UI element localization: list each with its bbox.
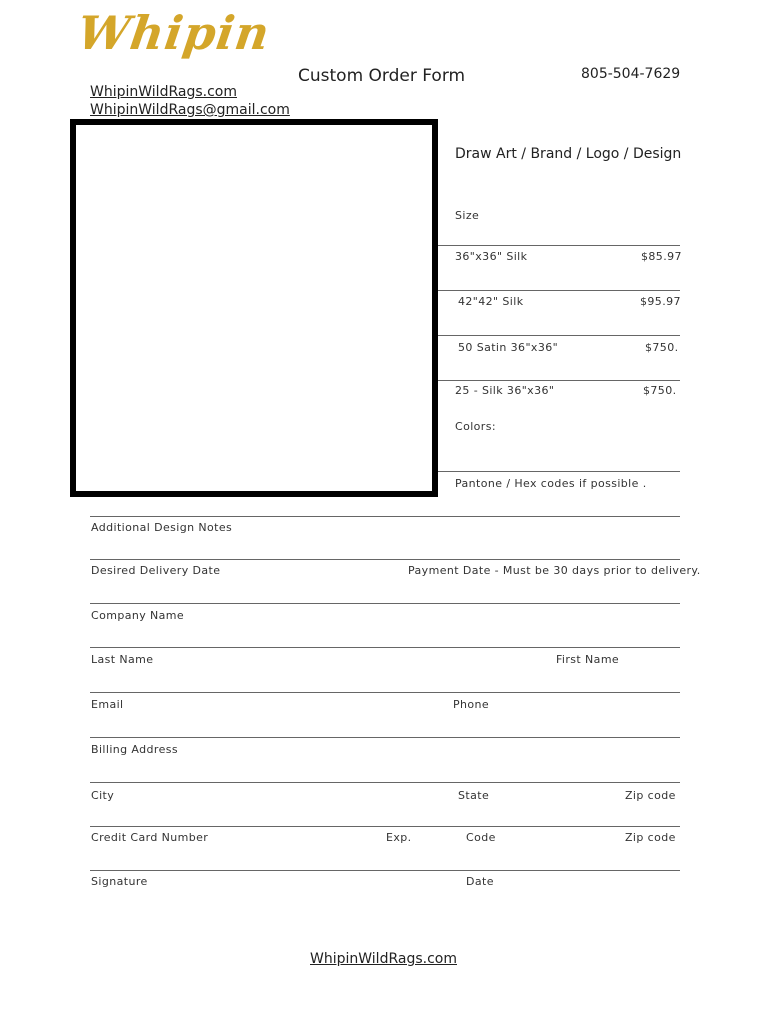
billing-field-line[interactable] bbox=[90, 737, 680, 738]
size-option-name[interactable]: 25 - Silk 36"x36" bbox=[455, 384, 555, 397]
credit-card-label: Credit Card Number bbox=[91, 831, 209, 844]
billing-address-label: Billing Address bbox=[91, 743, 179, 756]
name-field-line[interactable] bbox=[90, 647, 680, 648]
email-link[interactable]: WhipinWildRags@gmail.com bbox=[90, 102, 290, 118]
art-heading: Draw Art / Brand / Logo / Design bbox=[455, 146, 682, 162]
divider bbox=[438, 335, 680, 336]
size-option-name[interactable]: 50 Satin 36"x36" bbox=[458, 341, 559, 354]
size-label: Size bbox=[455, 209, 480, 222]
first-name-label: First Name bbox=[556, 653, 620, 666]
zip-code-label: Zip code bbox=[625, 789, 676, 802]
code-label: Code bbox=[466, 831, 496, 844]
size-option-price: $750. bbox=[645, 341, 679, 354]
brand-logo: Whipin bbox=[74, 6, 274, 60]
payment-date-label: Payment Date - Must be 30 days prior to delivery. bbox=[408, 564, 701, 577]
contact-field-line[interactable] bbox=[90, 692, 680, 693]
delivery-field-line[interactable] bbox=[90, 559, 680, 560]
size-option-name[interactable]: 36"x36" Silk bbox=[455, 250, 528, 263]
size-option-price: $95.97 bbox=[640, 295, 681, 308]
phone-label: Phone bbox=[453, 698, 490, 711]
art-drawing-area[interactable] bbox=[70, 119, 438, 497]
colors-field-line[interactable] bbox=[438, 471, 680, 472]
card-zip-code-label: Zip code bbox=[625, 831, 676, 844]
website-link[interactable]: WhipinWildRags.com bbox=[90, 84, 237, 100]
colors-label: Colors: bbox=[455, 420, 496, 433]
signature-field-line[interactable] bbox=[90, 870, 680, 871]
size-option-price: $750. bbox=[643, 384, 677, 397]
desired-delivery-label: Desired Delivery Date bbox=[91, 564, 221, 577]
city-field-line[interactable] bbox=[90, 782, 680, 783]
last-name-label: Last Name bbox=[91, 653, 154, 666]
divider bbox=[438, 245, 680, 246]
footer-website-link[interactable]: WhipinWildRags.com bbox=[310, 951, 457, 967]
date-label: Date bbox=[466, 875, 494, 888]
email-label: Email bbox=[91, 698, 124, 711]
divider bbox=[438, 380, 680, 381]
additional-notes-label: Additional Design Notes bbox=[91, 521, 233, 534]
exp-label: Exp. bbox=[386, 831, 412, 844]
pantone-label: Pantone / Hex codes if possible . bbox=[455, 477, 647, 490]
card-field-line[interactable] bbox=[90, 826, 680, 827]
form-title: Custom Order Form bbox=[298, 66, 466, 86]
phone-number: 805-504-7629 bbox=[581, 66, 681, 82]
notes-field-line[interactable] bbox=[90, 516, 680, 517]
divider bbox=[438, 290, 680, 291]
size-option-name[interactable]: 42"42" Silk bbox=[458, 295, 524, 308]
company-field-line[interactable] bbox=[90, 603, 680, 604]
signature-label: Signature bbox=[91, 875, 148, 888]
company-name-label: Company Name bbox=[91, 609, 185, 622]
size-option-price: $85.97 bbox=[641, 250, 682, 263]
city-label: City bbox=[91, 789, 115, 802]
state-label: State bbox=[458, 789, 490, 802]
